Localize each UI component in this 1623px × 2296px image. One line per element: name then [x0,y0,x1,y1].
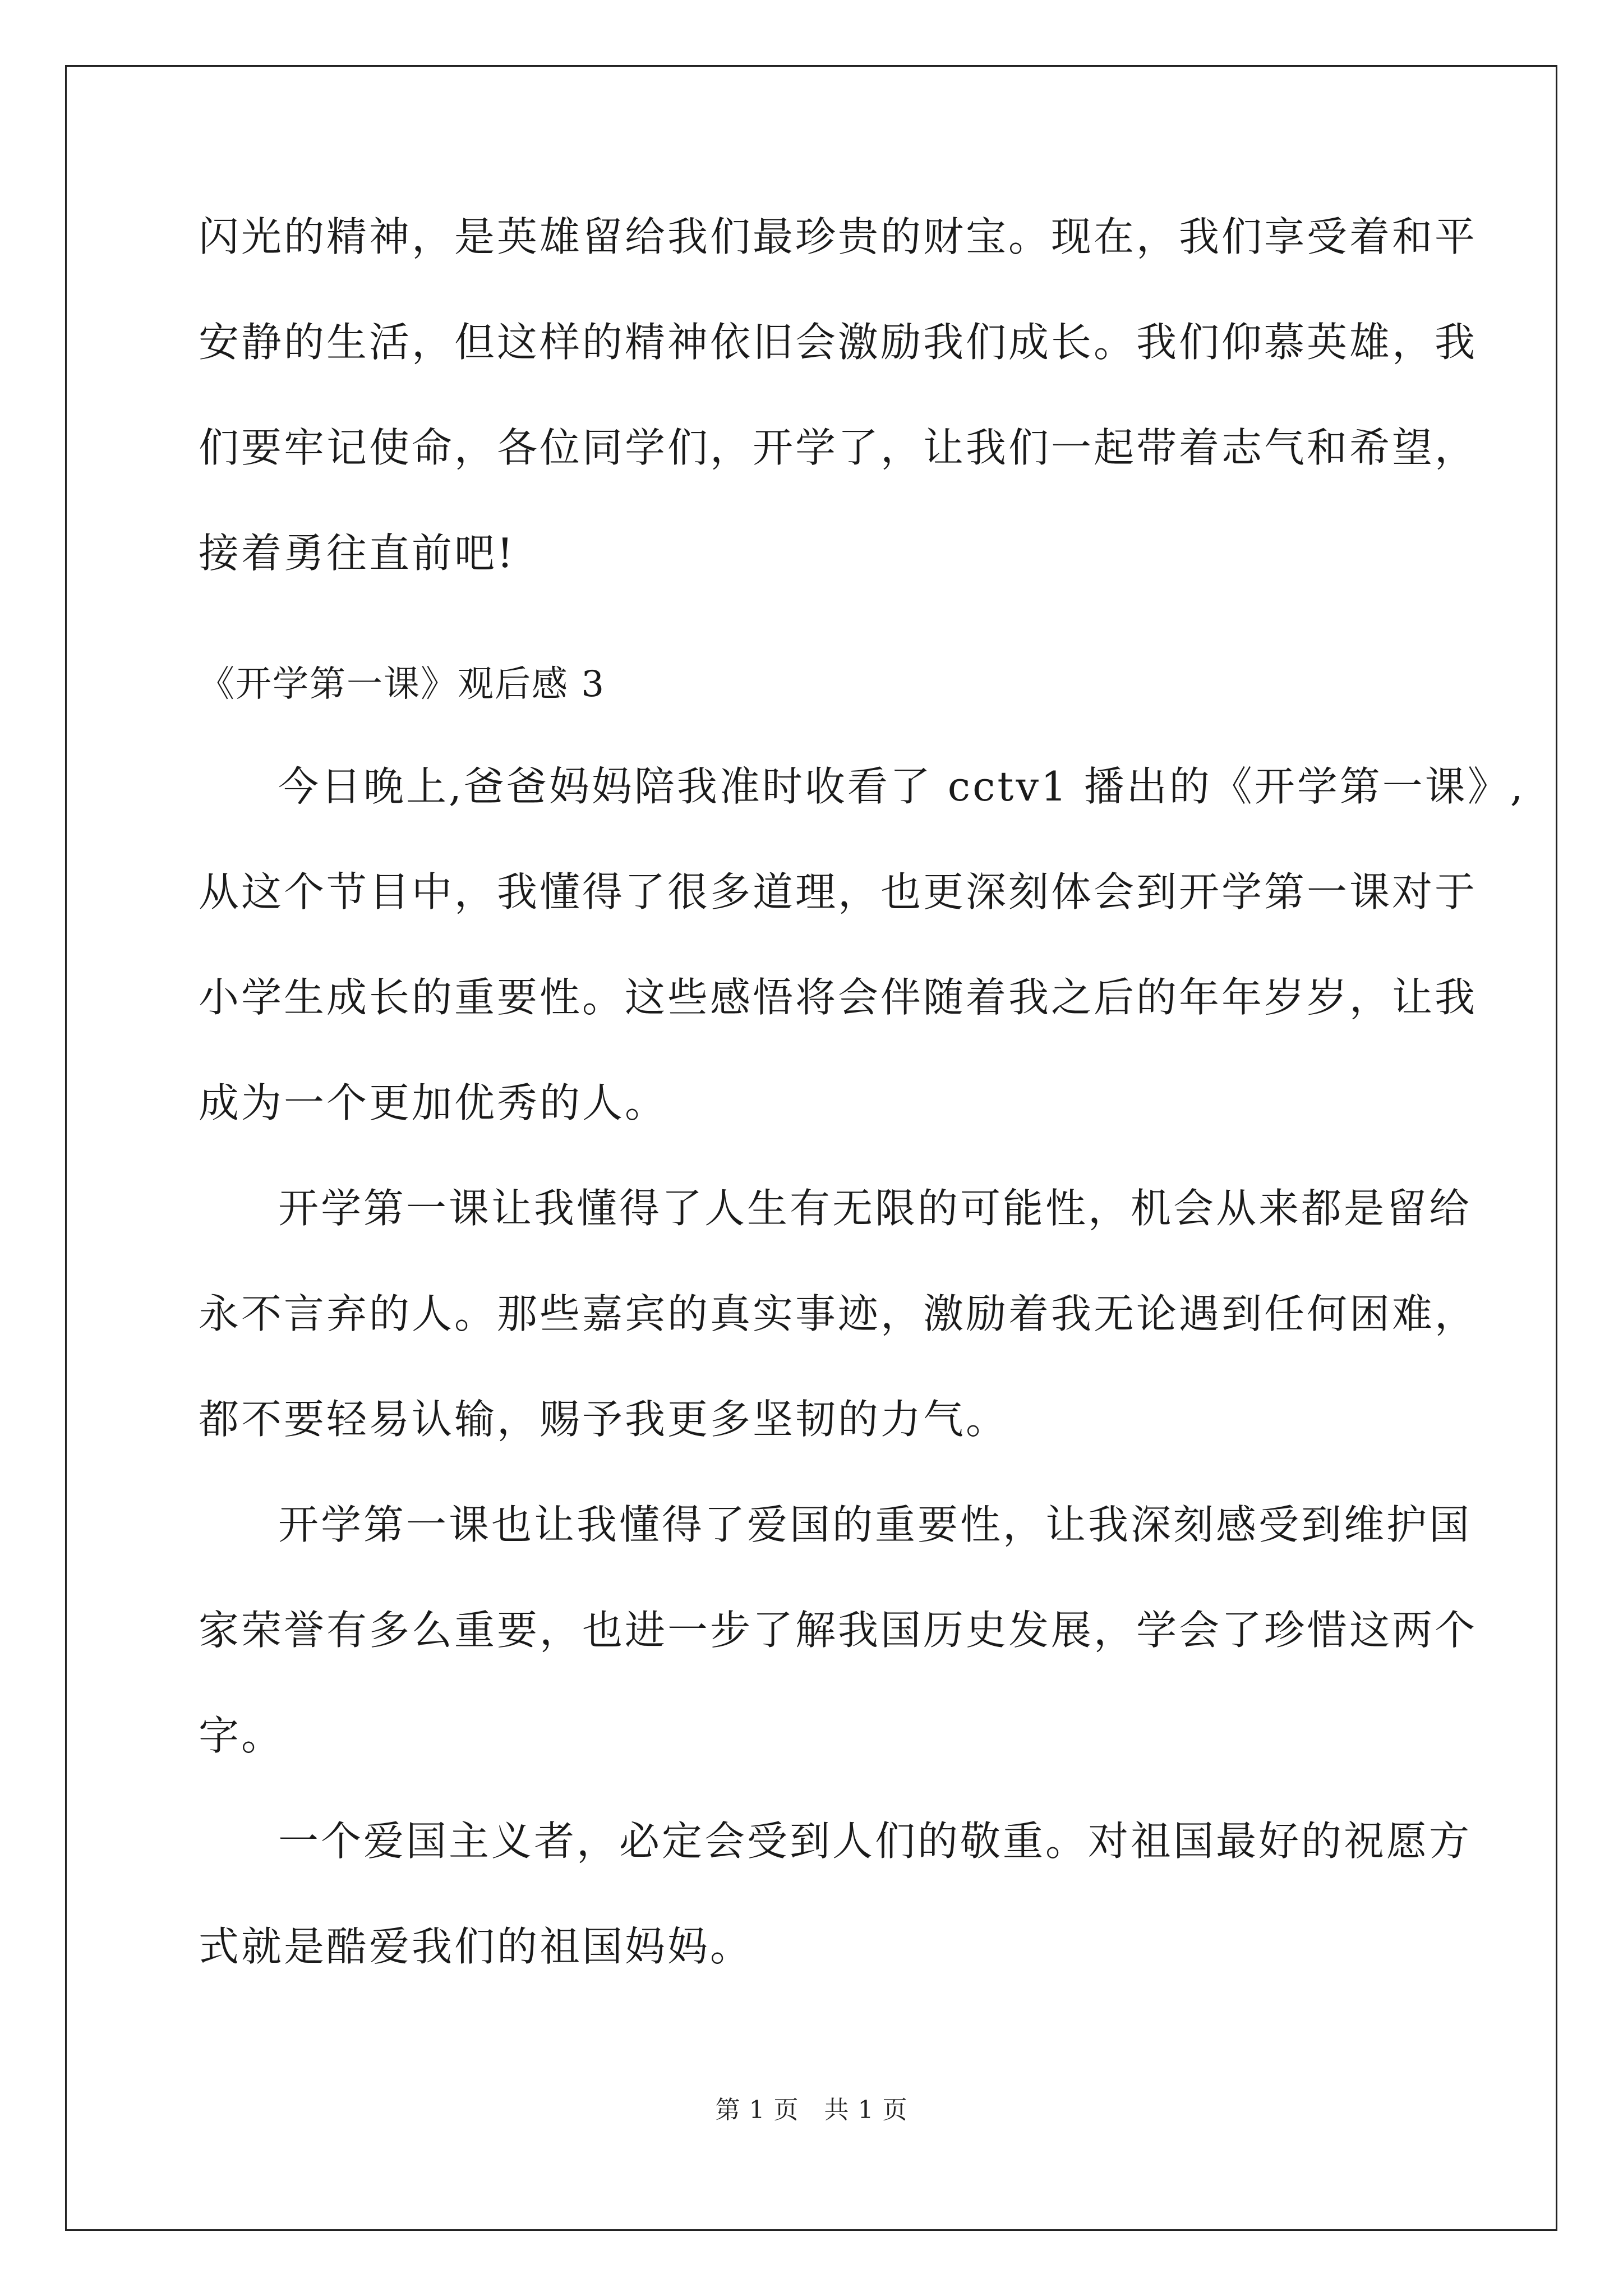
text-line: 永不言弃的人。那些嘉宾的真实事迹，激励着我无论遇到任何困难， [199,1290,1478,1337]
text-line: 今日晚上,爸爸妈妈陪我准时收看了 cctv1 播出的《开学第一课》, [278,763,1525,810]
text-line: 小学生成长的重要性。这些感悟将会伴随着我之后的年年岁岁，让我 [199,974,1478,1021]
text-line: 都不要轻易认输，赐予我更多坚韧的力气。 [199,1396,1009,1443]
text-line: 字。 [199,1712,284,1759]
page-footer: 第 1 页 共 1 页 [715,2096,908,2124]
page-border [65,65,1557,2231]
text-line: 闪光的精神，是英雄留给我们最珍贵的财宝。现在，我们享受着和平 [199,213,1478,260]
text-line: 开学第一课也让我懂得了爱国的重要性，让我深刻感受到维护国 [278,1501,1472,1548]
text-line: 式就是酷爱我们的祖国妈妈。 [199,1923,753,1970]
text-line: 成为一个更加优秀的人。 [199,1079,668,1126]
text-line: 们要牢记使命，各位同学们，开学了，让我们一起带着志气和希望， [199,424,1478,471]
text-line: 一个爱国主义者，必定会受到人们的敬重。对祖国最好的祝愿方 [278,1818,1472,1865]
text-line: 开学第一课让我懂得了人生有无限的可能性，机会从来都是留给 [278,1185,1472,1232]
text-line: 家荣誉有多么重要，也进一步了解我国历史发展，学会了珍惜这两个 [199,1607,1478,1654]
section-heading: 《开学第一课》观后感 3 [199,664,606,705]
text-line: 接着勇往直前吧! [199,530,515,577]
text-line: 安静的生活，但这样的精神依旧会激励我们成长。我们仰慕英雄，我 [199,319,1478,366]
text-line: 从这个节目中，我懂得了很多道理，也更深刻体会到开学第一课对于 [199,868,1478,915]
